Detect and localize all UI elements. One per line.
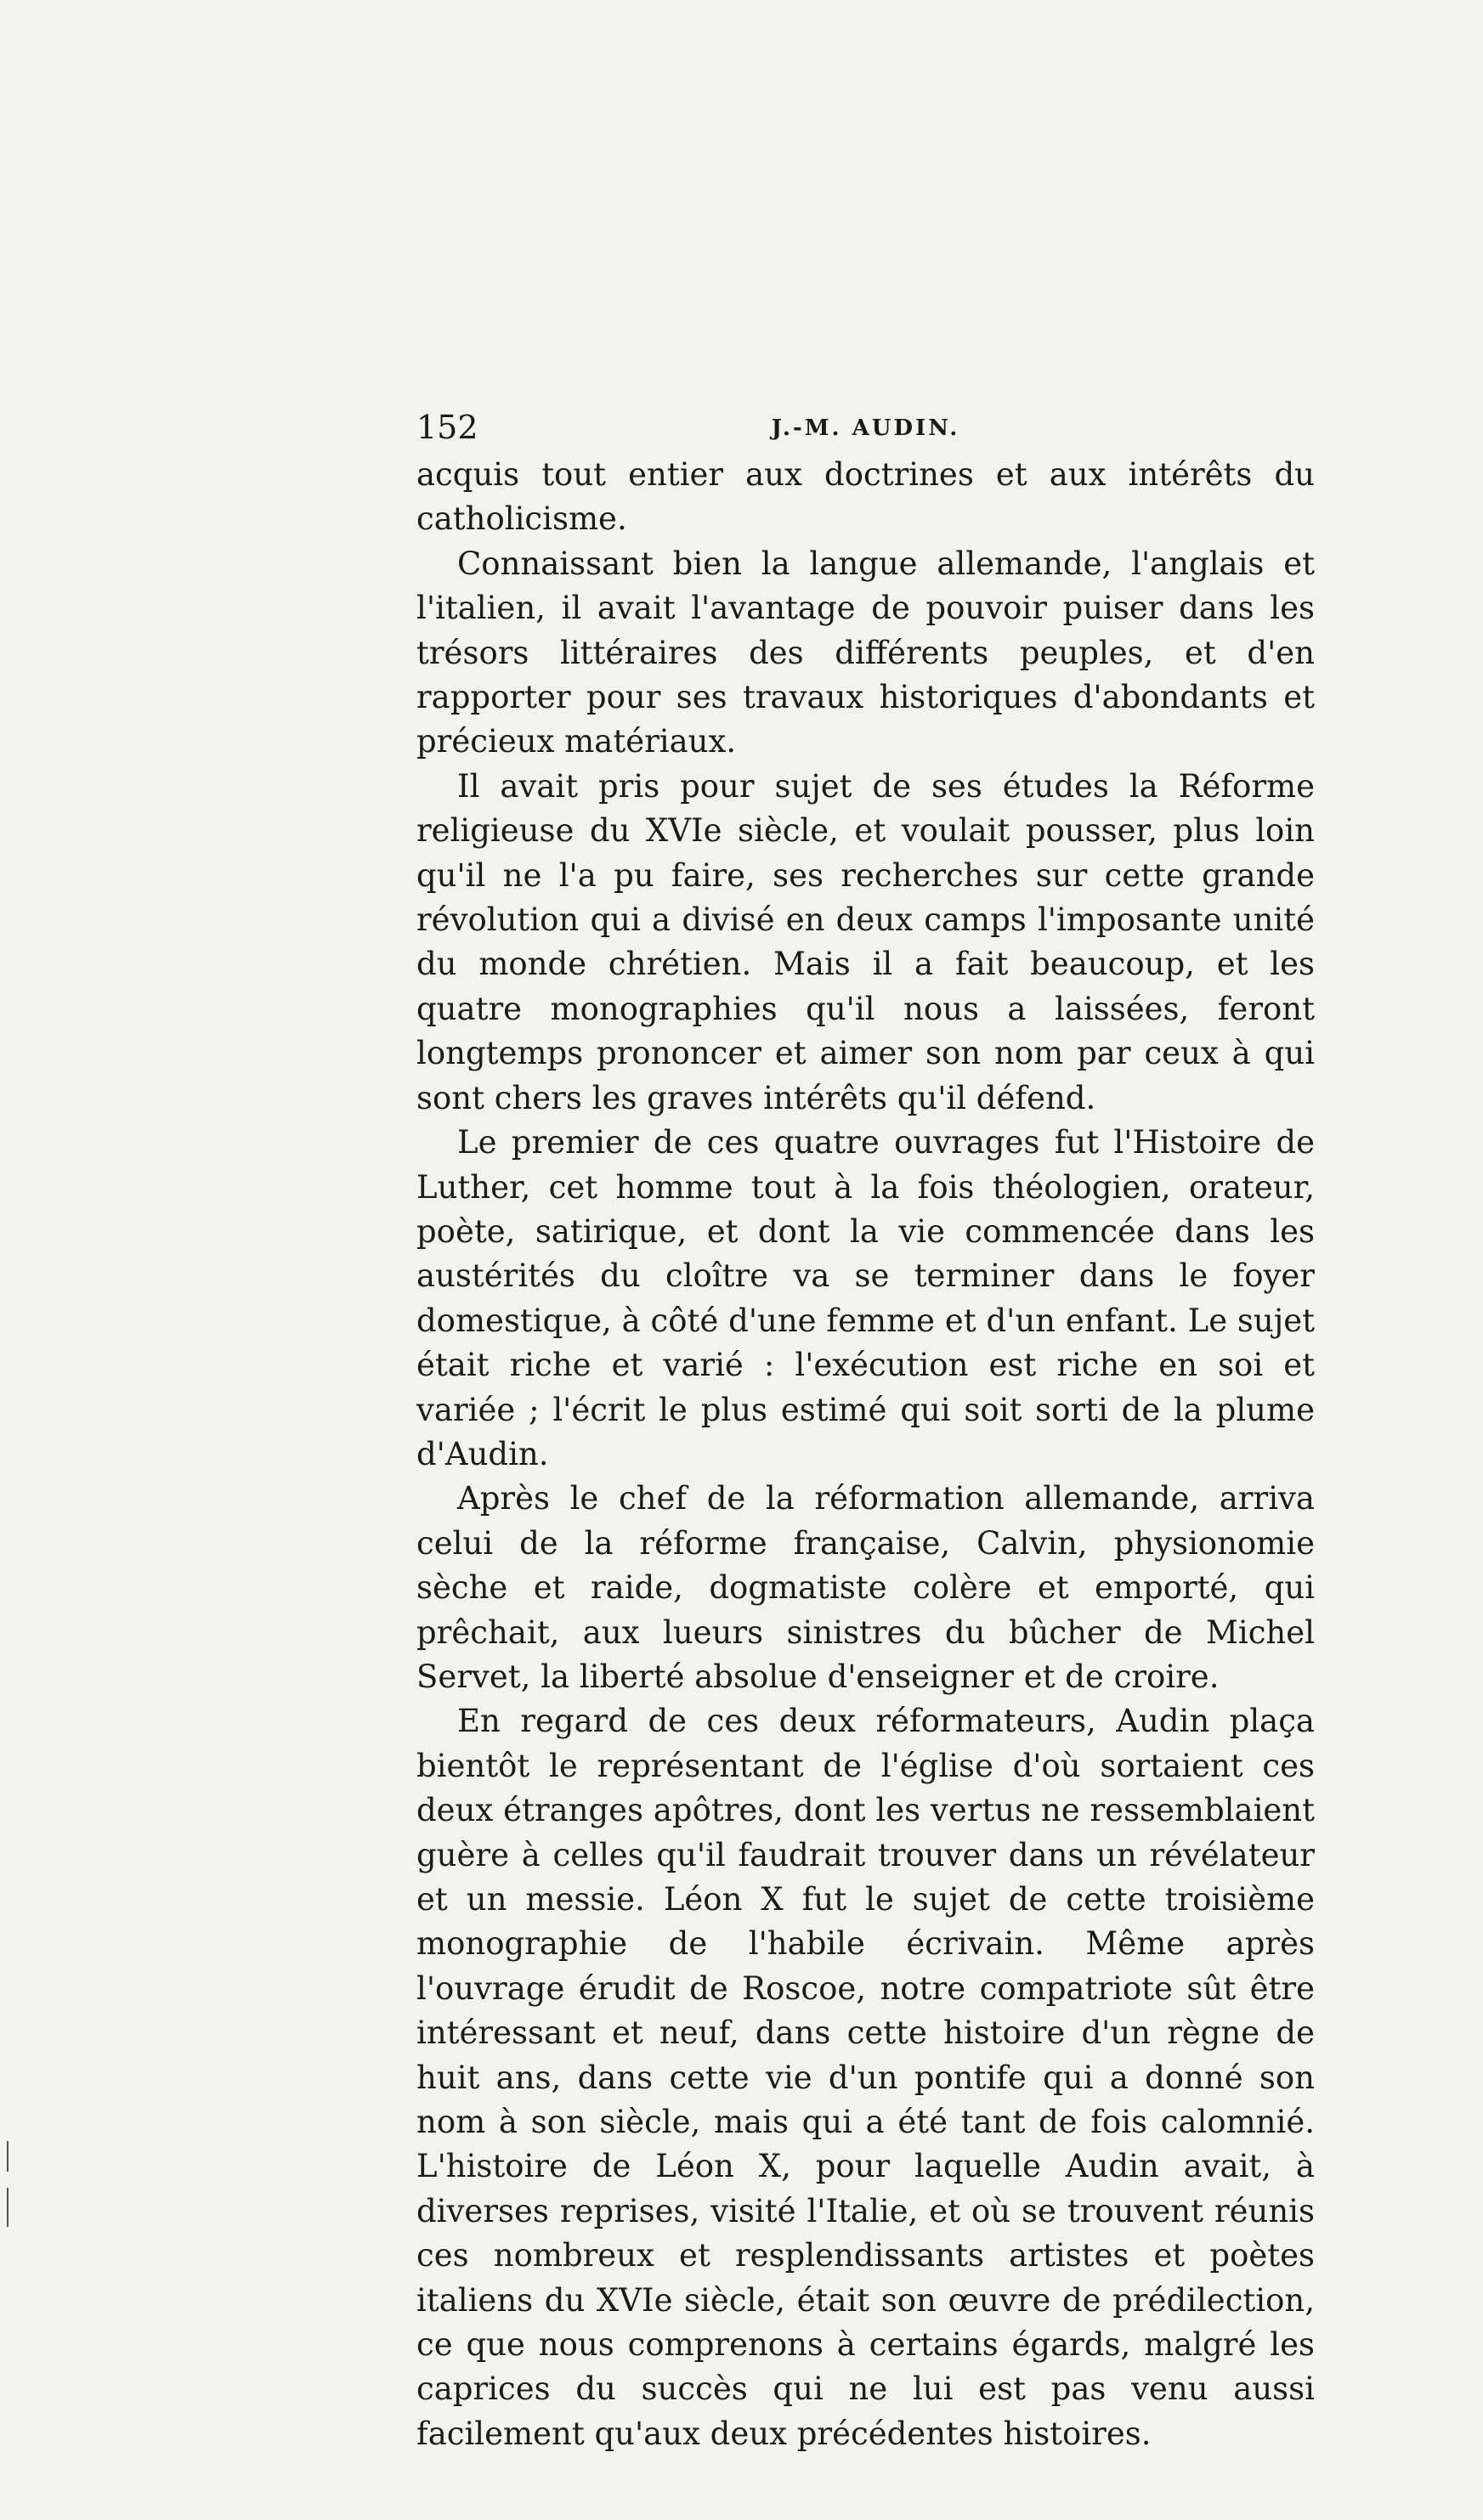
paragraph-leon-x: En regard de ces deux réformateurs, Audin plaça bientôt le représentant de l'église d'où sortaient ces deux étranges apôtres, dont les vertus ne ressemblaient guère à celles qu'il faudrait trouver dans un révélateur et un messie. Léon X fut le sujet de cette troisième monographie de l'habile écrivain. Même après l'ouvrage érudit de Roscoe, notre compatriote sût être intéressant et neuf, dans cette histoire d'un règne de huit ans, dans cette vie d'un pontife qui a donné son nom à son siècle, mais qui a été tant de fois calomnié. L'histoire de Léon X, pour laquelle Audin avait, à diverses reprises, visité l'Italie, et où se trouvent réunis ces nombreux et resplendissants artistes et poètes italiens du XVIe siècle, était son œuvre de prédilection, ce que nous comprenons à certains égards, malgré les caprices du succès qui ne lui est pas venu aussi facilement qu'aux deux précédentes histoires. (416, 1703, 1315, 2452)
running-head (416, 406, 1315, 449)
paragraph-languages: Connaissant bien la langue allemande, l'anglais et l'italien, il avait l'avantage de pouvoir puiser dans les trésors littéraires des différents peuples, et d'en rapporter pour ses travaux historiques d'abondants et précieux matériaux. (416, 545, 1315, 760)
page-number: 152 (416, 409, 478, 446)
scan-mark (7, 2141, 8, 2172)
scan-mark (7, 2188, 8, 2227)
paragraph-calvin: Après le chef de la réformation allemande, arriva celui de la réforme française, Calvin, physionomie sèche et raide, dogmatiste colère et emporté, qui prêchait, aux lueurs sinistres du bûcher de Michel Servet, la liberté absolue d'enseigner et de croire. (416, 1480, 1315, 1695)
running-title: J.-M. AUDIN. (771, 415, 960, 441)
paragraph-continuation: acquis tout entier aux doctrines et aux intérêts du catholicisme. (416, 456, 1315, 538)
paragraph-reforme: Il avait pris pour sujet de ses études la Réforme religieuse du XVIe siècle, et voulait pousser, plus loin qu'il ne l'a pu faire, ses recherches sur cette grande révolution qui a divisé en deux camps l'imposante unité du monde chrétien. Mais il a fait beaucoup, et les quatre monographies qu'il nous a laissées, feront longtemps prononcer et aimer son nom par ceux à qui sont chers les graves intérêts qu'il défend. (416, 767, 1315, 1116)
body-text (416, 453, 1315, 2456)
paragraph-luther: Le premier de ces quatre ouvrages fut l'Histoire de Luther, cet homme tout à la fois théologien, orateur, poète, satirique, et dont la vie commencée dans les austérités du cloître va se terminer dans le foyer domestique, à côté d'une femme et d'un enfant. Le sujet était riche et varié : l'exécution est riche en soi et variée ; l'écrit le plus estimé qui soit sorti de la plume d'Audin. (416, 1124, 1315, 1472)
